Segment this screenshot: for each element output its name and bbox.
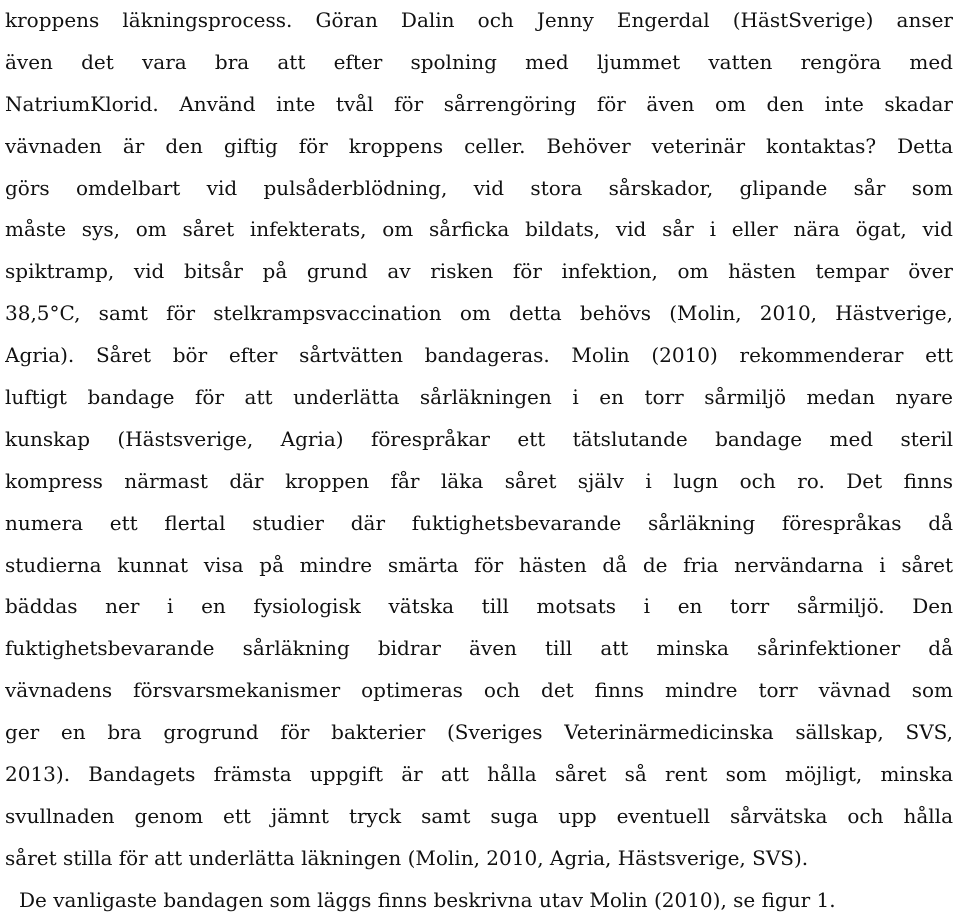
text-line: även det vara bra att efter spolning med ljummet vatten rengöra med bbox=[5, 49, 953, 74]
text-line: studierna kunnat visa på mindre smärta för hästen då de fria nervändarna i såret bbox=[5, 552, 953, 577]
text-line: vävnaden är den giftig för kroppens celler. Behöver veterinär kontaktas? Detta bbox=[5, 133, 953, 158]
text-line: numera ett flertal studier där fuktighetsbevarande sårläkning förespråkas då bbox=[5, 510, 953, 535]
text-line: kompress närmast där kroppen får läka såret själv i lugn och ro. Det finns bbox=[5, 468, 953, 493]
text-line: Agria). Såret bör efter sårtvätten bandageras. Molin (2010) rekommenderar ett bbox=[5, 343, 953, 368]
text-line: fuktighetsbevarande sårläkning bidrar även till att minska sårinfektioner då bbox=[5, 636, 953, 661]
text-line: luftigt bandage för att underlätta sårläkningen i en torr sårmiljö medan nyare bbox=[5, 385, 953, 410]
body-paragraph bbox=[5, 0, 953, 880]
document-page bbox=[5, 0, 953, 922]
closing-sentence: De vanligaste bandagen som läggs finns beskrivna utav Molin (2010), se figur 1. bbox=[19, 887, 836, 912]
text-line: kroppens läkningsprocess. Göran Dalin och Jenny Engerdal (HästSverige) anser bbox=[5, 8, 953, 32]
text-line: NatriumKlorid. Använd inte tvål för sårrengöring för även om den inte skadar bbox=[5, 91, 953, 116]
text-line: såret stilla för att underlätta läkningen (Molin, 2010, Agria, Hästsverige, SVS). bbox=[5, 845, 809, 870]
text-line: vävnadens försvarsmekanismer optimeras och det finns mindre torr vävnad som bbox=[5, 678, 953, 703]
text-line: bäddas ner i en fysiologisk vätska till motsats i en torr sårmiljö. Den bbox=[5, 594, 953, 619]
text-line: 38,5°C, samt för stelkrampsvaccination om detta behövs (Molin, 2010, Hästverige, bbox=[5, 301, 953, 326]
text-line: 2013). Bandagets främsta uppgift är att hålla såret så rent som möjligt, minska bbox=[5, 762, 953, 787]
text-line: kunskap (Hästsverige, Agria) förespråkar ett tätslutande bandage med steril bbox=[5, 426, 953, 451]
text-line: måste sys, om såret infekterats, om sårficka bildats, vid sår i eller nära ögat, vid bbox=[5, 217, 953, 242]
text-line: görs omdelbart vid pulsåderblödning, vid stora sårskador, glipande sår som bbox=[5, 175, 953, 200]
text-line: ger en bra grogrund för bakterier (Sveriges Veterinärmedicinska sällskap, SVS, bbox=[5, 720, 953, 745]
text-line: svullnaden genom ett jämnt tryck samt suga upp eventuell sårvätska och hålla bbox=[5, 803, 953, 828]
text-line: spiktramp, vid bitsår på grund av risken för infektion, om hästen tempar över bbox=[5, 259, 953, 284]
